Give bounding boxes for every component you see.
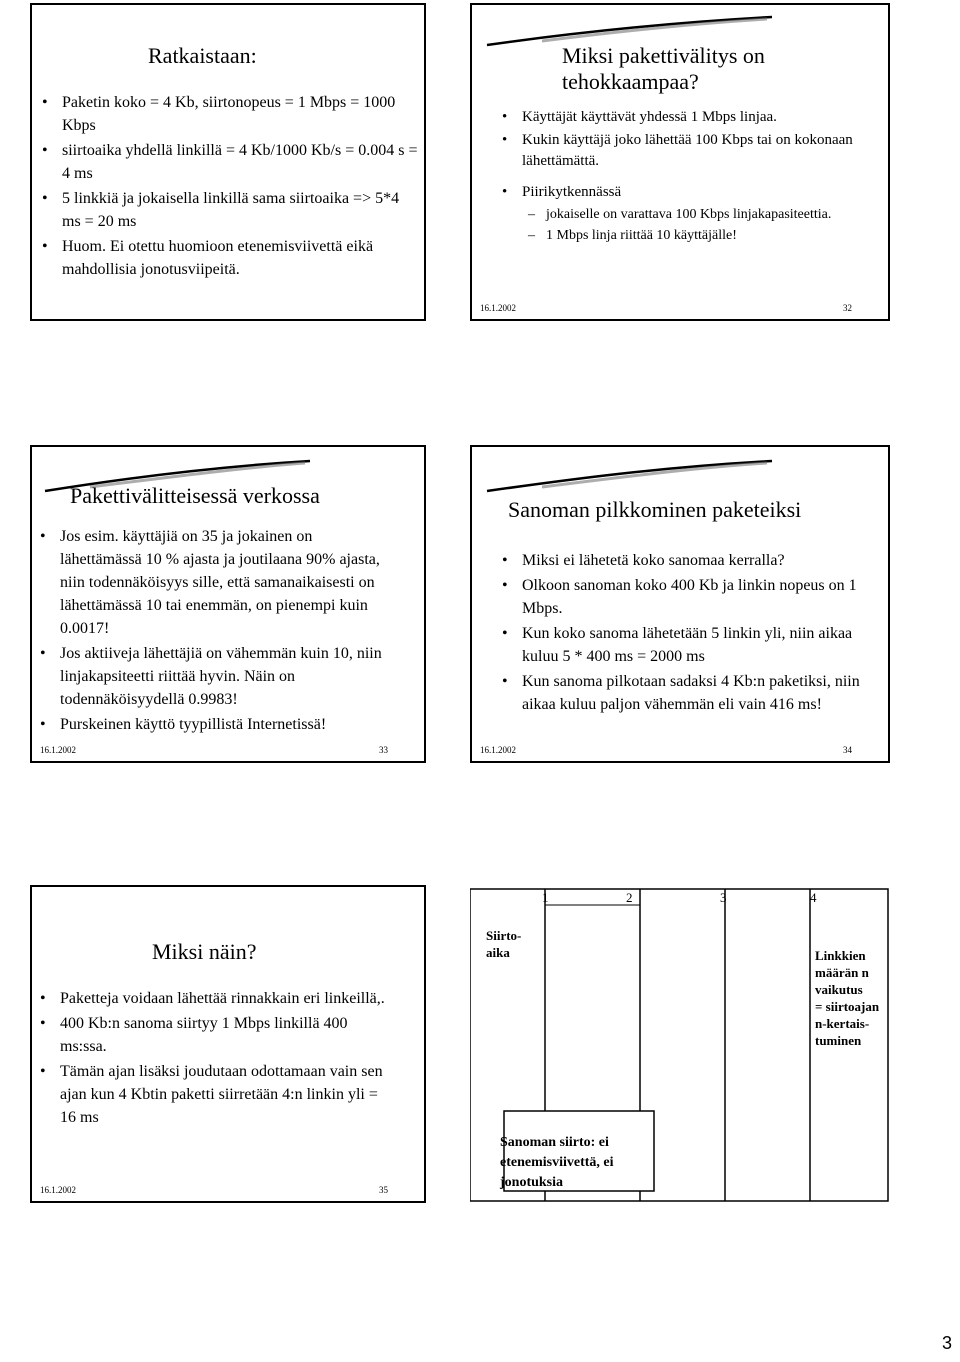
footer-date: 16.1.2002: [480, 745, 516, 755]
bullet-item: • 5 linkkiä ja jokaisella linkillä sama siirtoaika => 5*4 ms = 20 ms: [38, 187, 418, 233]
bullet-item: • Huom. Ei otettu huomioon etenemisviivettä eikä mahdollisia jonotusviipeitä.: [38, 235, 418, 281]
slide-34: [470, 445, 890, 763]
slide-31: [30, 3, 426, 321]
slide-number: 34: [843, 745, 852, 755]
column-label: 3: [720, 890, 727, 905]
slide-title: Miksi näin?: [152, 939, 257, 964]
slide-35: [30, 885, 426, 1203]
bullet-item: • Paketteja voidaan lähettää rinnakkain eri linkeillä,.: [36, 987, 396, 1010]
bullet-item: • Jos esim. käyttäjiä on 35 ja jokainen on lähettämässä 10 % ajasta ja joutilaana 90% ajasta, niin todennäköisyys sille, että samanaikaisesti on lähettämässä 10 tai enemmän, on pienempi kuin 0.0017!: [36, 525, 396, 640]
footer-date: 16.1.2002: [480, 303, 516, 313]
bullet-item: • siirtoaika yhdellä linkillä = 4 Kb/1000 Kb/s = 0.004 s = 4 ms: [38, 139, 418, 185]
transfer-diagram: [470, 885, 890, 1205]
no-delay-box-label: Sanoman siirto: ei etenemisviivettä, ei jonotuksia: [500, 1135, 614, 1190]
bullet-list: [498, 107, 878, 247]
column-label: 4: [810, 890, 817, 905]
bullet-item: • Jos aktiiveja lähettäjiä on vähemmän kuin 10, niin linjakapsiteetti riittää hyvin. Näin on todennäköisyydellä 0.9983!: [36, 642, 396, 711]
footer-date: 16.1.2002: [40, 745, 76, 755]
page-number: 3: [941, 1333, 952, 1353]
transfer-time-label: Siirto- aika: [486, 928, 522, 960]
footer-date: 16.1.2002: [40, 1185, 76, 1195]
slide-title: Sanoman pilkkominen paketeiksi: [508, 497, 802, 522]
slide-number: 33: [379, 745, 388, 755]
bullet-item: • Olkoon sanoman koko 400 Kb ja linkin nopeus on 1 Mbps.: [498, 574, 868, 620]
column-label: 1: [542, 890, 549, 905]
bullet-list: [36, 525, 396, 738]
bullet-item: • Tämän ajan lisäksi joudutaan odottamaan vain sen ajan kun 4 Kbtin paketti siirretään 4:n linkin yli = 16 ms: [36, 1060, 396, 1129]
slide-number: 35: [379, 1185, 388, 1195]
slide-33: [30, 445, 426, 763]
bullet-item: • Purskeinen käyttö tyypillistä Internetissä!: [36, 713, 396, 736]
link-count-effect-label: Linkkien määrän n vaikutus = siirtoajan n-kertais- tuminen: [815, 948, 880, 1048]
slide-title: Miksi pakettivälitys on tehokkaampaa?: [562, 43, 765, 94]
bullet-item: • Kukin käyttäjä joko lähettää 100 Kbps tai on kokonaan lähettämättä.: [498, 130, 878, 172]
sub-bullet-item: – 1 Mbps linja riittää 10 käyttäjälle!: [498, 226, 878, 245]
bullet-item: • Piirikytkennässä: [498, 182, 878, 203]
bullet-item: • Miksi ei lähetetä koko sanomaa kerralla?: [498, 549, 868, 572]
bullet-list: [498, 549, 868, 718]
column-label: 2: [626, 890, 633, 905]
bullet-list: [36, 987, 396, 1131]
bullet-item: • 400 Kb:n sanoma siirtyy 1 Mbps linkillä 400 ms:ssa.: [36, 1012, 396, 1058]
bullet-item: • Kun koko sanoma lähetetään 5 linkin yli, niin aikaa kuluu 5 * 400 ms = 2000 ms: [498, 622, 868, 668]
slide-number: 32: [843, 303, 852, 313]
bullet-list: [38, 91, 418, 283]
slide-title: Pakettivälitteisessä verkossa: [70, 483, 320, 508]
slide-title: Ratkaistaan:: [148, 43, 257, 68]
bullet-item: • Käyttäjät käyttävät yhdessä 1 Mbps linjaa.: [498, 107, 878, 128]
bullet-item: • Paketin koko = 4 Kb, siirtonopeus = 1 Mbps = 1000 Kbps: [38, 91, 418, 137]
bullet-item: • Kun sanoma pilkotaan sadaksi 4 Kb:n paketiksi, niin aikaa kuluu paljon vähemmän eli vain 416 ms!: [498, 670, 868, 716]
sub-bullet-item: – jokaiselle on varattava 100 Kbps linjakapasiteettia.: [498, 205, 878, 224]
slide-32: [470, 3, 890, 321]
swoosh-decoration: [482, 455, 782, 495]
